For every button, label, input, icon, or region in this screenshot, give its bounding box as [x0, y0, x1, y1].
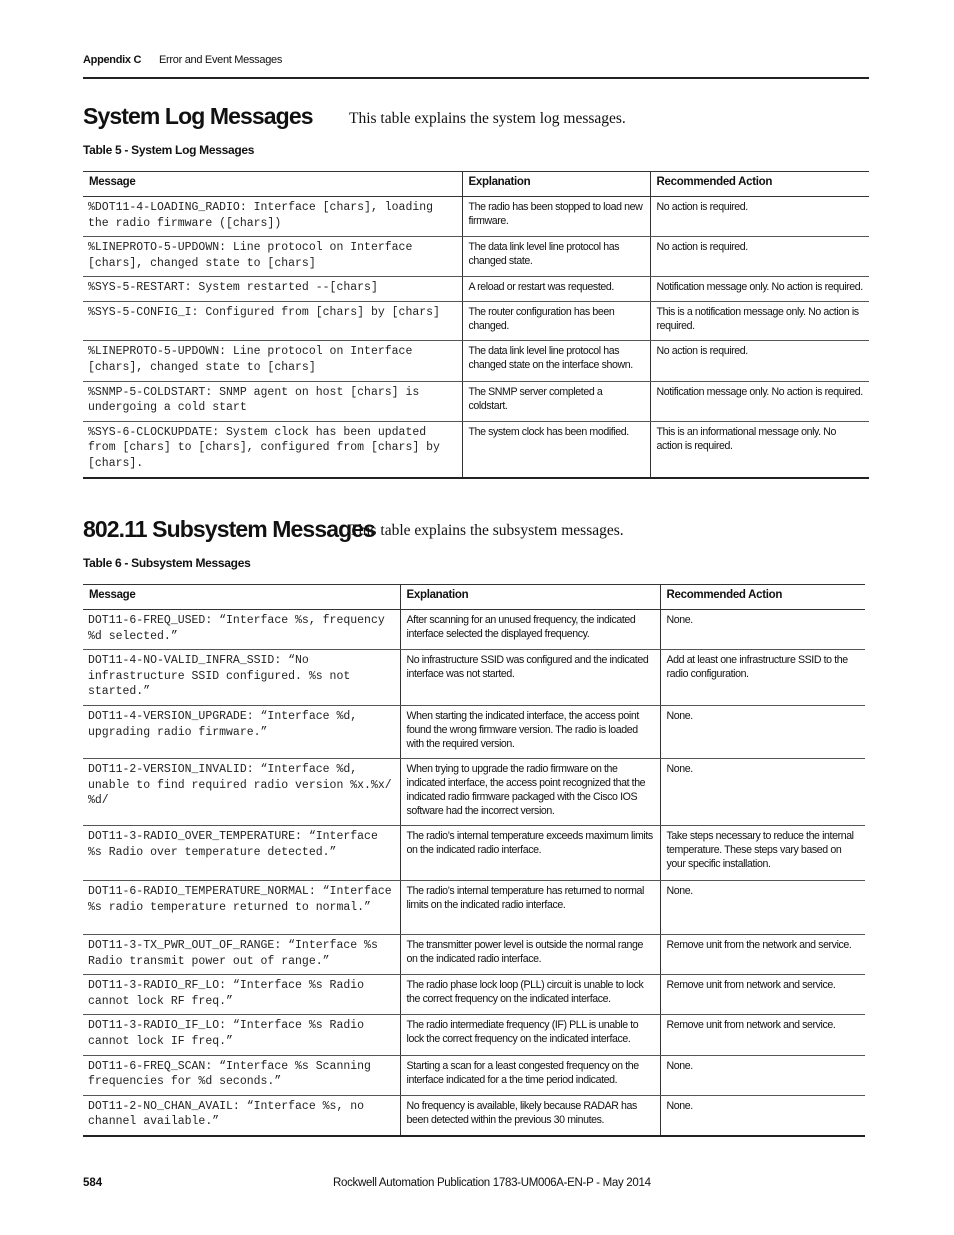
message-cell: DOT11-6-FREQ_USED: “Interface %s, frequency %d selected.” — [83, 610, 400, 650]
action-cell: None. — [660, 880, 865, 934]
column-header-action: Recommended Action — [660, 585, 865, 610]
column-header-message: Message — [83, 172, 462, 197]
publication-footer: Rockwell Automation Publication 1783-UM006A-EN-P - May 2014 — [333, 1177, 651, 1189]
table-row — [83, 1095, 865, 1136]
action-cell: None. — [660, 758, 865, 825]
message-cell: DOT11-4-NO-VALID_INFRA_SSID: “No infrastructure SSID configured. %s not started.” — [83, 650, 400, 706]
action-cell: None. — [660, 705, 865, 758]
explanation-cell: The SNMP server completed a coldstart. — [462, 381, 650, 421]
message-cell: DOT11-6-FREQ_SCAN: “Interface %s Scanning frequencies for %d seconds.” — [83, 1055, 400, 1095]
action-cell: No action is required. — [650, 197, 869, 237]
explanation-cell: The data link level line protocol has changed state. — [462, 237, 650, 277]
page-number: 584 — [83, 1177, 103, 1189]
table-row — [83, 277, 869, 302]
table-row — [83, 381, 869, 421]
subsystem-table — [83, 584, 865, 1137]
action-cell: None. — [660, 1095, 865, 1136]
table-row — [83, 302, 869, 341]
table-row — [83, 1055, 865, 1095]
header-title: Error and Event Messages — [159, 54, 283, 66]
page-header — [83, 53, 869, 79]
explanation-cell: The router configuration has been changed. — [462, 302, 650, 341]
action-cell: Add at least one infrastructure SSID to the radio configuration. — [660, 650, 865, 706]
message-cell: %SNMP-5-COLDSTART: SNMP agent on host [chars] is undergoing a cold start — [83, 381, 462, 421]
explanation-cell: The data link level line protocol has changed state on the interface shown. — [462, 341, 650, 381]
action-cell: Remove unit from the network and service. — [660, 934, 865, 974]
table5-caption: Table 5 - System Log Messages — [83, 143, 255, 157]
explanation-cell: The system clock has been modified. — [462, 421, 650, 477]
table-row — [83, 705, 865, 758]
explanation-cell: The radio phase lock loop (PLL) circuit is unable to lock the correct frequency on the indicated interface. — [400, 975, 660, 1015]
action-cell: This is a notification message only. No action is required. — [650, 302, 869, 341]
column-header-action: Recommended Action — [650, 172, 869, 197]
table-row — [83, 758, 865, 825]
table-row — [83, 1015, 865, 1055]
system-log-table — [83, 171, 869, 479]
message-cell: DOT11-3-TX_PWR_OUT_OF_RANGE: “Interface %s Radio transmit power out of range.” — [83, 934, 400, 974]
table-row — [83, 197, 869, 237]
action-cell: None. — [660, 610, 865, 650]
explanation-cell: When trying to upgrade the radio firmware on the indicated interface, the access point recognized that the indicated radio firmware packaged with the Cisco IOS software had the incorrect version. — [400, 758, 660, 825]
column-header-message: Message — [83, 585, 400, 610]
table-row — [83, 975, 865, 1015]
action-cell: Notification message only. No action is required. — [650, 277, 869, 302]
message-cell: %SYS-5-CONFIG_I: Configured from [chars] by [chars] — [83, 302, 462, 341]
explanation-cell: No frequency is available, likely because RADAR has been detected within the previous 30 minutes. — [400, 1095, 660, 1136]
table-header-row — [83, 585, 865, 610]
table-row — [83, 341, 869, 381]
system-log-intro: This table explains the system log messages. — [349, 110, 626, 127]
action-cell: Remove unit from network and service. — [660, 975, 865, 1015]
action-cell: None. — [660, 1055, 865, 1095]
message-cell: DOT11-3-RADIO_IF_LO: “Interface %s Radio cannot lock IF freq.” — [83, 1015, 400, 1055]
explanation-cell: The radio has been stopped to load new firmware. — [462, 197, 650, 237]
table-row — [83, 610, 865, 650]
subsystem-intro: This table explains the subsystem messages. — [349, 522, 624, 539]
message-cell: %SYS-6-CLOCKUPDATE: System clock has been updated from [chars] to [chars], configured from [chars] by [chars]. — [83, 421, 462, 477]
table-row — [83, 237, 869, 277]
explanation-cell: Starting a scan for a least congested frequency on the interface indicated for a the time period indicated. — [400, 1055, 660, 1095]
message-cell: %LINEPROTO-5-UPDOWN: Line protocol on Interface [chars], changed state to [chars] — [83, 341, 462, 381]
message-cell: %DOT11-4-LOADING_RADIO: Interface [chars], loading the radio firmware ([chars]) — [83, 197, 462, 237]
message-cell: DOT11-2-VERSION_INVALID: “Interface %d, unable to find required radio version %x.%x/ %d/ — [83, 758, 400, 825]
message-cell: DOT11-4-VERSION_UPGRADE: “Interface %d, upgrading radio firmware.” — [83, 705, 400, 758]
action-cell: This is an informational message only. No action is required. — [650, 421, 869, 477]
table6-caption: Table 6 - Subsystem Messages — [83, 556, 251, 570]
explanation-cell: When starting the indicated interface, the access point found the wrong firmware version. The radio is loaded with the required version. — [400, 705, 660, 758]
action-cell: No action is required. — [650, 237, 869, 277]
table-header-row — [83, 172, 869, 197]
explanation-cell: After scanning for an unused frequency, the indicated interface selected the displayed frequency. — [400, 610, 660, 650]
message-cell: DOT11-6-RADIO_TEMPERATURE_NORMAL: “Interface %s radio temperature returned to normal.” — [83, 880, 400, 934]
explanation-cell: The radio intermediate frequency (IF) PLL is unable to lock the correct frequency on the indicated interface. — [400, 1015, 660, 1055]
message-cell: DOT11-3-RADIO_RF_LO: “Interface %s Radio cannot lock RF freq.” — [83, 975, 400, 1015]
table-row — [83, 934, 865, 974]
table-row — [83, 880, 865, 934]
message-cell: DOT11-3-RADIO_OVER_TEMPERATURE: “Interface %s Radio over temperature detected.” — [83, 825, 400, 880]
explanation-cell: The radio’s internal temperature exceeds maximum limits on the indicated radio interface. — [400, 825, 660, 880]
message-cell: %SYS-5-RESTART: System restarted --[chars] — [83, 277, 462, 302]
explanation-cell: The radio’s internal temperature has returned to normal limits on the indicated radio interface. — [400, 880, 660, 934]
action-cell: Remove unit from network and service. — [660, 1015, 865, 1055]
action-cell: No action is required. — [650, 341, 869, 381]
explanation-cell: No infrastructure SSID was configured and the indicated interface was not started. — [400, 650, 660, 706]
explanation-cell: A reload or restart was requested. — [462, 277, 650, 302]
message-cell: DOT11-2-NO_CHAN_AVAIL: “Interface %s, no channel available.” — [83, 1095, 400, 1136]
table-row — [83, 421, 869, 477]
system-log-title: System Log Messages — [83, 103, 313, 129]
table-row — [83, 825, 865, 880]
message-cell: %LINEPROTO-5-UPDOWN: Line protocol on Interface [chars], changed state to [chars] — [83, 237, 462, 277]
appendix-label: Appendix C — [83, 54, 142, 66]
column-header-explanation: Explanation — [400, 585, 660, 610]
explanation-cell: The transmitter power level is outside the normal range on the indicated radio interface. — [400, 934, 660, 974]
subsystem-title: 802.11 Subsystem Messages — [83, 516, 376, 542]
column-header-explanation: Explanation — [462, 172, 650, 197]
table-row — [83, 650, 865, 706]
action-cell: Notification message only. No action is required. — [650, 381, 869, 421]
action-cell: Take steps necessary to reduce the internal temperature. These steps vary based on your specific installation. — [660, 825, 865, 880]
